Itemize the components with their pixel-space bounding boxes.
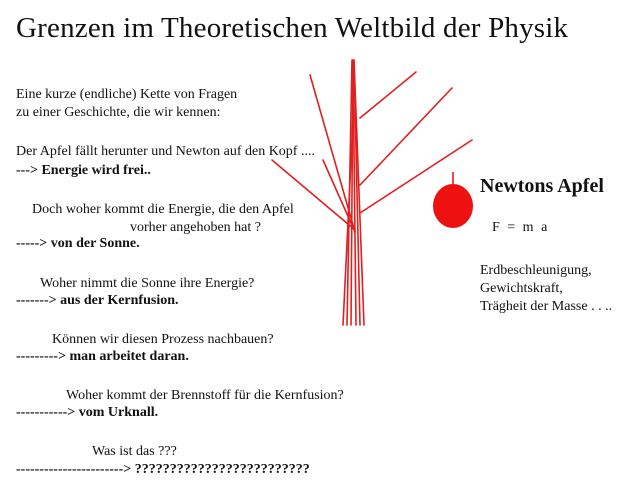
force-terms [480,262,612,316]
chain-arrow: -----------> [16,405,76,420]
tree-trunk-line [343,120,353,325]
tree-branch-line [360,88,452,185]
chain-answer-4 [16,349,189,365]
chain-question-2-line-1: Doch woher kommt die Energie, die den Apfel [32,202,294,217]
force-term: Trägheit der Masse . . .. [480,299,613,314]
tree-branch-line [360,140,472,213]
tree-trunk-line [347,60,352,325]
chain-question-2-line-2: vorher angehoben hat ? [130,220,261,235]
chain-answer-text: Energie wird frei.. [41,163,151,178]
chain-question-5: Woher kommt der Brennstoff für die Kernfusion? [66,388,344,403]
chain-arrow: -------> [16,293,57,308]
intro-line-2: zu einer Geschichte, die wir kennen: [16,105,221,120]
chain-answer-text: aus der Kernfusion. [60,293,179,308]
tree-branch-line [310,75,355,232]
page-title: Grenzen im Theoretischen Weltbild der Physik [16,12,569,44]
chain-question-4: Können wir diesen Prozess nachbauen? [52,332,274,347]
tree-branch-line [323,160,355,232]
force-term: Gewichtskraft, [480,281,563,296]
chain-answer-text: ????????????????????????? [134,462,310,477]
tree-branch-line [272,160,355,230]
chain-answer-text: vom Urknall. [78,405,159,420]
tree-trunk-line [354,60,360,325]
chain-question-3: Woher nimmt die Sonne ihre Energie? [40,276,255,291]
chain-arrow: ---------> [16,349,66,364]
chain-answer-text: man arbeitet daran. [69,349,189,364]
chain-answer-6 [16,462,310,478]
apple-icon [433,184,473,228]
chain-question-6: Was ist das ??? [92,444,177,459]
chain-answer-text: von der Sonne. [50,236,140,251]
chain-answer-1 [16,163,151,179]
tree-trunk-line [354,60,364,325]
force-term: Erdbeschleunigung, [480,263,592,278]
chain-arrow: -----> [16,236,48,251]
apple-heading: Newtons Apfel [480,175,604,197]
intro-line-1: Eine kurze (endliche) Kette von Fragen [16,87,238,102]
newton-formula: F = m a [492,220,550,235]
chain-arrow: ---> [16,163,38,178]
tree-branch-line [360,72,416,118]
story-line: Der Apfel fällt herunter und Newton auf den Kopf .... [16,144,315,159]
chain-answer-5 [16,405,158,421]
chain-answer-3 [16,293,179,309]
chain-arrow: -----------------------> [16,462,132,477]
tree-trunk-line [351,60,353,325]
tree-trunk-line [353,60,356,325]
chain-answer-2 [16,236,140,252]
